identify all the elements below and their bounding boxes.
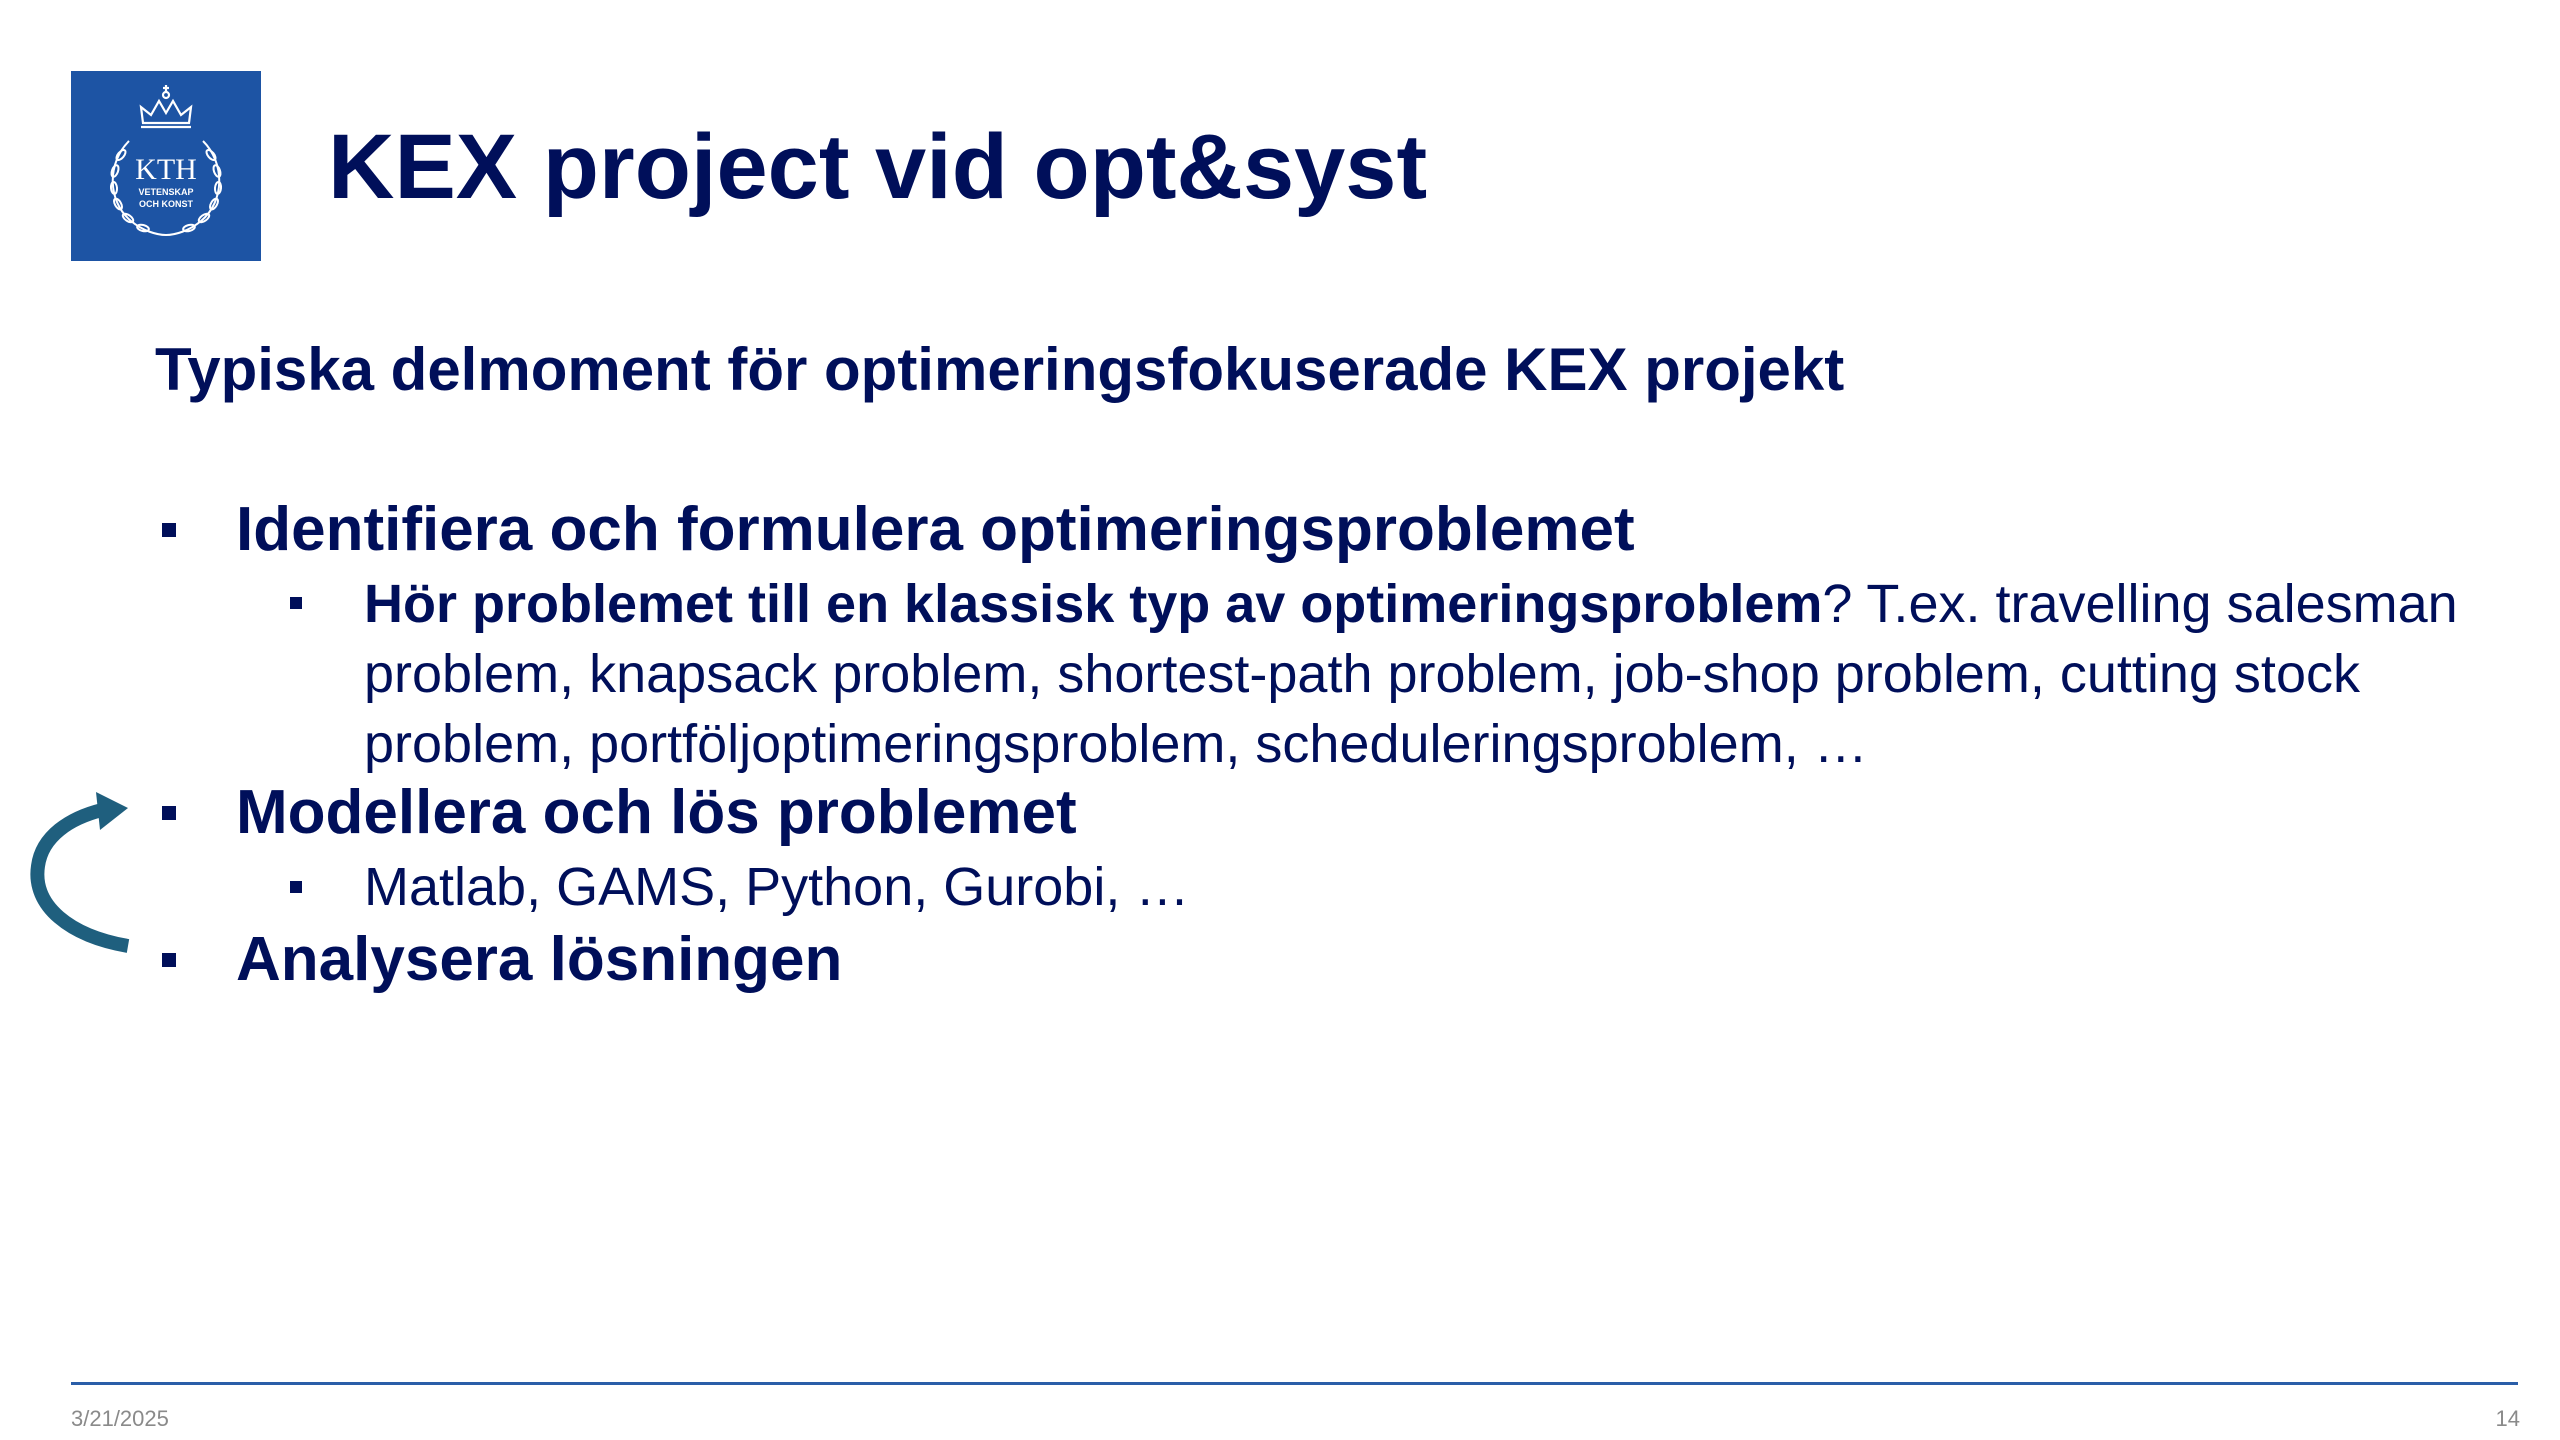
sub-bullet-tools: Matlab, GAMS, Python, Gurobi, … — [364, 857, 1190, 917]
slide-subtitle: Typiska delmoment för optimeringsfokuserade KEX projekt — [155, 336, 1845, 403]
kth-logo-icon — [71, 71, 261, 261]
bullet-marker — [162, 523, 176, 537]
slide-title: KEX project vid opt&syst — [328, 116, 1428, 218]
kth-logo-line2: OCH KONST — [139, 199, 193, 209]
curved-arrow-icon — [30, 786, 140, 956]
footer-divider — [71, 1382, 2518, 1385]
bullet-item-model: Modellera och lös problemet — [236, 778, 1077, 847]
bullet-item-analyse: Analysera lösningen — [236, 925, 843, 994]
bullet-item-identify: Identifiera och formulera optimeringsproblemet — [236, 495, 1635, 564]
bullet-marker — [162, 953, 176, 967]
sub-bullet-bold-text: Hör problemet till en klassisk typ av optimeringsproblem — [364, 574, 1823, 634]
bullet-marker — [162, 806, 176, 820]
kth-logo-text: KTH — [135, 153, 197, 186]
sub-bullet-marker — [290, 881, 302, 893]
page-number: 14 — [2495, 1406, 2520, 1431]
sub-bullet-rest-text: ? T.ex. travelling salesman problem, knapsack problem, shortest-path problem, job-shop problem, cutting stock problem, portföljoptimeringsproblem, scheduleringsproblem, … — [364, 574, 2458, 774]
sub-bullet-marker — [290, 597, 302, 609]
kth-logo-line1: VETENSKAP — [138, 187, 194, 197]
footer-date: 3/21/2025 — [71, 1406, 169, 1431]
kth-logo — [71, 71, 261, 261]
sub-bullet-problem-types — [364, 569, 2464, 779]
